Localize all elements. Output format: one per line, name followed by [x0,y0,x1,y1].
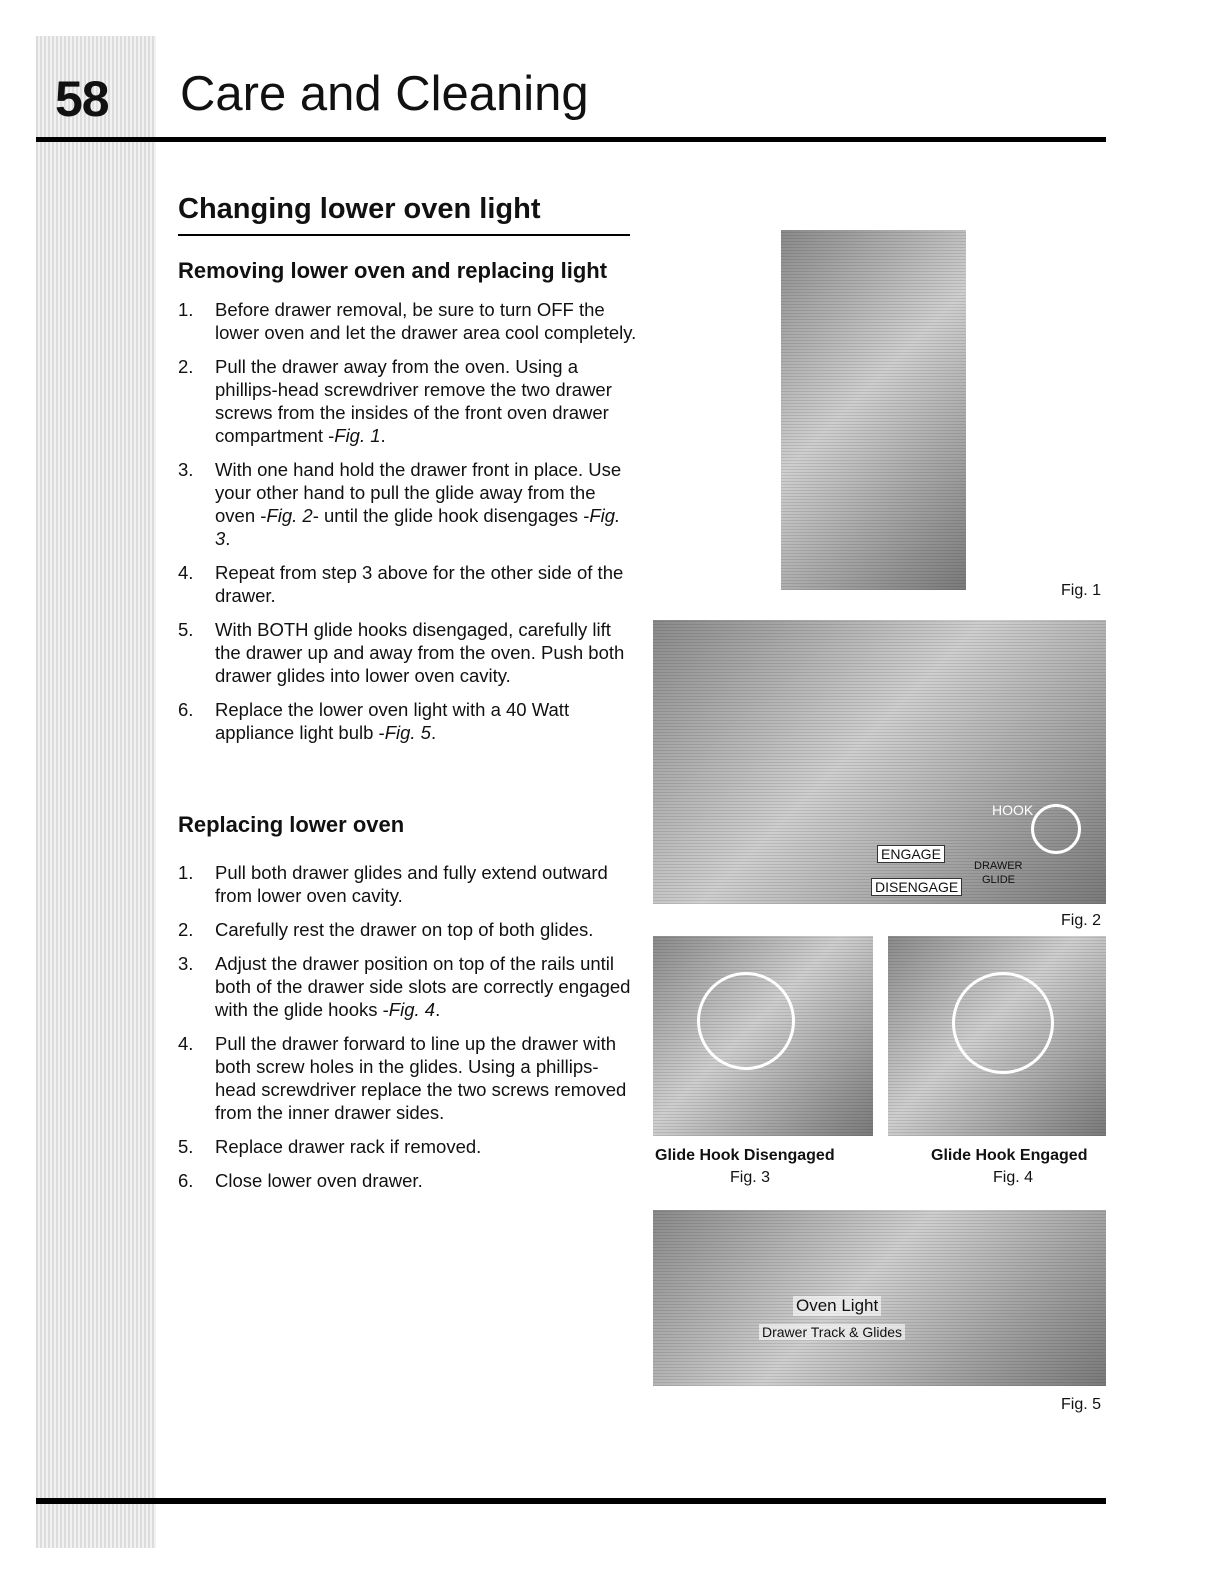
subsection-title: Changing lower oven light [178,193,541,225]
step-text: Close lower oven drawer. [215,1170,423,1191]
replacing-steps [178,861,638,1203]
removing-heading: Removing lower oven and replacing light [178,258,608,283]
step-number: 3. [178,953,194,974]
replacing-step [178,1169,638,1192]
step-text: With one hand hold the drawer front in place. Use your other hand to pull the glide away from the oven - [215,459,622,526]
removing-step [178,298,638,344]
removing-steps [178,298,638,755]
step-number: 4. [178,562,194,583]
replacing-step [178,861,638,907]
removing-step [178,698,638,744]
fig5-photo [653,1210,1106,1386]
removing-step [178,618,638,687]
removing-step [178,458,638,550]
figure-reference: Fig. 1 [334,425,381,446]
fig5-label: Fig. 5 [1061,1396,1102,1413]
header-rule [36,137,1106,142]
step-text: Replace the lower oven light with a 40 Watt appliance light bulb - [215,699,570,743]
step-number: 1. [178,299,194,320]
fig2-disengage-tag: DISENGAGE [871,878,962,896]
step-punctuation: . [225,528,231,549]
step-text: Repeat from step 3 above for the other side of the drawer. [215,562,624,606]
subsection-rule [178,234,630,236]
fig2-drawer-tag: DRAWER [974,860,1023,872]
step-number: 3. [178,459,194,480]
fig2-hook-tag: HOOK [992,802,1034,818]
step-number: 6. [178,1170,194,1191]
decorative-sidebar [36,36,156,1548]
step-number: 2. [178,356,194,377]
fig2-engage-tag: ENGAGE [877,845,945,863]
figure-reference: Fig. 2 [266,505,313,526]
fig5-track-tag: Drawer Track & Glides [759,1324,905,1340]
page-number: 58 [55,71,109,127]
step-text: Pull both drawer glides and fully extend outward from lower oven cavity. [215,862,608,906]
fig1-label: Fig. 1 [1061,582,1102,599]
fig4-photo [888,936,1106,1136]
replacing-step [178,1032,638,1124]
step-text-continued: - until the glide hook disengages - [312,505,590,526]
figure-reference: Fig. 4 [388,999,436,1020]
removing-step [178,355,638,447]
figure-reference: Fig. 5 [384,722,431,743]
fig5-oven-light-tag: Oven Light [793,1296,881,1316]
footer-rule [36,1498,1106,1504]
fig2-hook-circle [1031,804,1081,854]
step-punctuation: . [380,425,386,446]
step-text: Pull the drawer forward to line up the drawer with both screw holes in the glides. Using a phillips-head screwdriver replace the two screws removed from the inner drawer sides. [215,1033,627,1123]
fig3-photo [653,936,873,1136]
step-number: 6. [178,699,194,720]
step-punctuation: . [430,722,437,743]
figure-reference: Fig. 3 [215,505,621,549]
replacing-heading: Replacing lower oven [178,812,405,837]
step-number: 2. [178,919,194,940]
fig4-label: Fig. 4 [993,1169,1034,1186]
step-number: 5. [178,619,194,640]
replacing-step [178,952,638,1021]
fig4-caption: Glide Hook Engaged [931,1147,1088,1164]
fig4-highlight-circle [952,972,1054,1074]
step-number: 4. [178,1033,194,1054]
fig2-label: Fig. 2 [1061,912,1102,929]
fig1-photo [781,230,966,590]
step-text: Adjust the drawer position on top of the rails until both of the drawer side slots are correctly engaged with the glide hooks - [215,953,631,1020]
fig3-highlight-circle [697,972,795,1070]
fig3-caption: Glide Hook Disengaged [655,1147,835,1164]
step-text: Replace drawer rack if removed. [215,1136,482,1157]
fig3-label: Fig. 3 [730,1169,771,1186]
step-text: Carefully rest the drawer on top of both glides. [215,919,594,940]
step-punctuation: . [435,999,441,1020]
replacing-step [178,1135,638,1158]
step-number: 5. [178,1136,194,1157]
step-text: Pull the drawer away from the oven. Using a phillips-head screwdriver remove the two drawer screws from the insides of the front oven drawer compartment - [215,356,612,446]
replacing-step [178,918,638,941]
section-title: Care and Cleaning [180,67,589,121]
step-text: Before drawer removal, be sure to turn OFF the lower oven and let the drawer area cool completely. [215,299,637,343]
step-text: With BOTH glide hooks disengaged, carefully lift the drawer up and away from the oven. Push both drawer glides into lower oven cavity. [215,619,625,686]
step-number: 1. [178,862,194,883]
fig2-glide-tag: GLIDE [982,874,1016,886]
removing-step [178,561,638,607]
fig2-photo [653,620,1106,904]
